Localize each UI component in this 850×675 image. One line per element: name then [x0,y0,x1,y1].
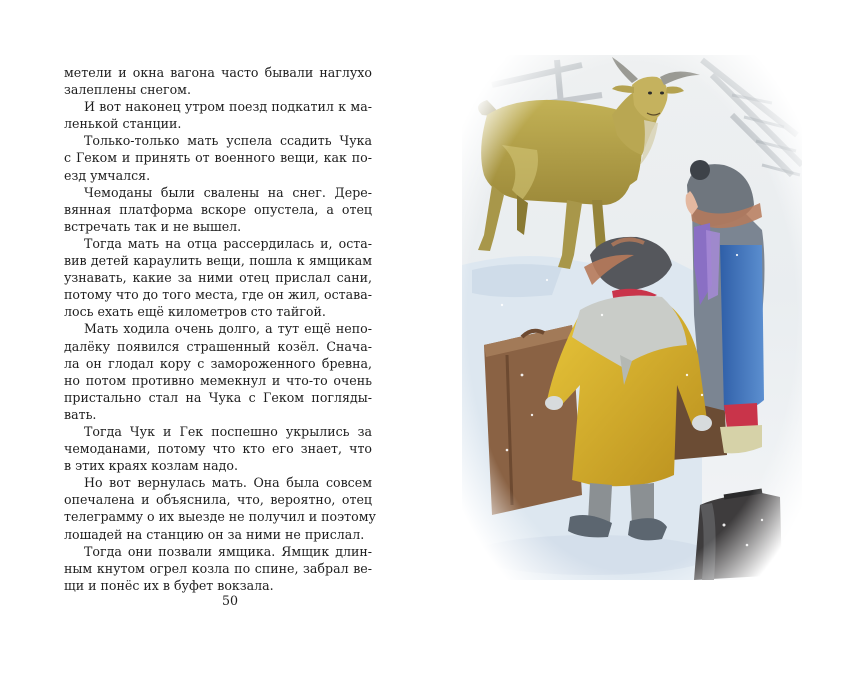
text-line: Мать ходила очень долго, а тут ещё непо- [84,321,372,337]
paragraph [64,184,372,235]
text-line: с Геком и принять от военного вещи, как по- [64,150,372,166]
text-line: вив детей караулить вещи, пошла к ямщикам [64,253,372,269]
paragraph [64,64,372,98]
text-line: Тогда они позвали ямщика. Ямщик длин- [84,543,372,559]
page-number: 50 [221,593,239,608]
paragraph [64,320,372,423]
text-line: чемоданами, потому что кто его знает, что [64,441,372,457]
text-line: лошадей на станцию он за ними не прислал. [64,526,365,542]
text-line: Тогда мать на отца рассердилась и, оста- [84,235,372,251]
text-line: опечалена и объяснила, что, вероятно, отец [64,492,372,508]
text-line: вать. [64,406,97,422]
vignette [462,55,802,580]
text-line: встречать так и не вышел. [64,218,242,234]
story-illustration [462,55,802,580]
text-line: телеграмму о их выезде не получил и поэтому [64,509,376,525]
text-line: ным кнутом огрел козла по спине, забрал ве- [64,560,372,576]
text-line: Но вот вернулась мать. Она была совсем [84,475,372,491]
paragraph [64,423,372,474]
text-line: Тогда Чук и Гек поспешно укрылись за [84,423,372,439]
page-text-column [64,64,376,594]
text-line: Только-только мать успела ссадить Чука [84,133,372,149]
text-line: метели и окна вагона часто бывали наглухо [64,65,372,80]
text-line: ленькой станции. [64,116,182,132]
text-line: потому что до того места, где он жил, остава- [64,287,372,303]
text-line: И вот наконец утром поезд подкатил к ма- [84,99,372,115]
paragraph [64,474,376,542]
text-line: щи и понёс их в буфет вокзала. [64,577,274,593]
text-line: езд умчался. [64,167,151,183]
text-line: ла он глодал кору с замороженного бревна, [64,355,372,371]
text-line: далёку появился страшенный козёл. Снача- [64,338,372,354]
text-line: узнавать, какие за ними отец прислал сани, [64,270,372,286]
goat-and-children-illustration [462,55,802,580]
paragraph [64,98,372,132]
text-line: вянная платформа вскоре опустела, а отец [64,201,372,217]
paragraph [64,235,372,320]
text-line: но потом противно мемекнул и что-то очень [64,372,372,388]
text-line: пристально стал на Чука с Геком погляды- [64,389,372,405]
text-line: в этих краях козлам надо. [64,458,238,474]
paragraph [64,543,372,594]
paragraph [64,132,372,183]
text-line: лось ехать ещё километров сто тайгой. [64,304,326,320]
text-line: Чемоданы были свалены на снег. Дере- [84,184,372,200]
text-line: залеплены снегом. [64,82,191,98]
